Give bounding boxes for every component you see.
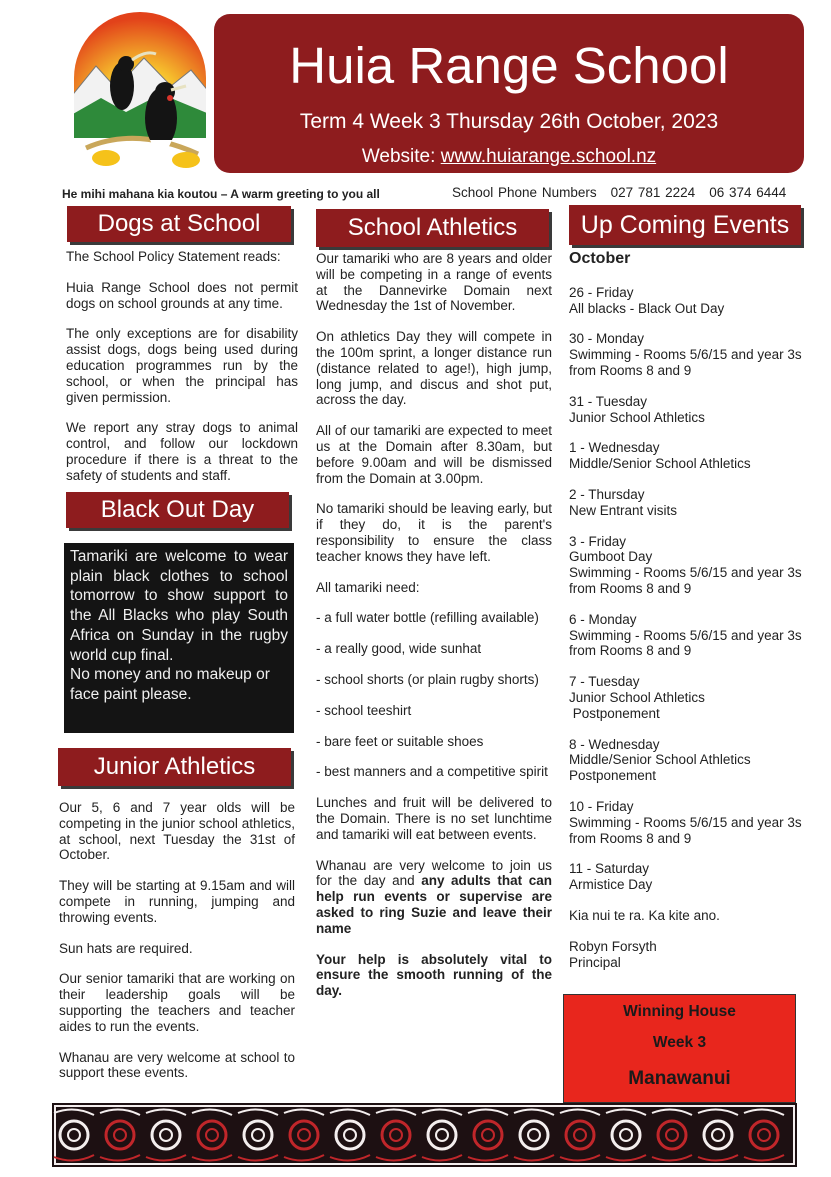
kowhaiwhai-border: [52, 1103, 797, 1167]
junior-section: [59, 800, 295, 1096]
event-desc: Middle/Senior School Athletics: [569, 752, 751, 768]
phone-2: 06 374 6444: [709, 185, 787, 200]
term-line: Term 4 Week 3 Thursday 26th October, 2023: [299, 110, 719, 133]
blackout-p2: No money and no makeup or face paint please.: [70, 666, 270, 703]
dogs-heading: Dogs at School: [67, 206, 291, 242]
need-item: - a really good, wide sunhat: [316, 641, 482, 657]
principal-role: Principal: [569, 954, 621, 970]
header-banner: [214, 14, 804, 173]
winning-week: Week 3: [652, 1034, 707, 1051]
event-desc-2: Postponement: [569, 768, 657, 784]
event-item: [569, 394, 804, 426]
need-item: - school shorts (or plain rugby shorts): [316, 671, 539, 687]
need-item: - school teeshirt: [316, 702, 412, 718]
event-desc: New Entrant visits: [569, 502, 678, 518]
athletics-p6-plain: Whanau are very welcome to join us for the day and: [316, 857, 552, 889]
event-item: [569, 674, 804, 721]
event-desc: Junior School Athletics: [569, 409, 705, 425]
event-desc: Armistice Day: [569, 877, 653, 893]
event-desc: Swimming - Rooms 5/6/15 and year 3s from Rooms 8 and 9: [569, 627, 802, 659]
event-item: [569, 487, 804, 519]
greeting: He mihi mahana kia koutou – A warm greeting to you all: [62, 187, 380, 201]
events-heading: Up Coming Events: [569, 205, 801, 245]
athletics-p6: [316, 858, 552, 937]
signoff: Kia nui te ra. Ka kite ano.: [569, 907, 720, 923]
events-month: October: [569, 250, 631, 267]
phone-numbers: [452, 185, 786, 200]
athletics-p4: No tamariki should be leaving early, but if they do, it is the parent's responsibility to ensure the class teacher knows they have left.: [316, 501, 552, 564]
blackout-box: [64, 543, 294, 733]
event-date: 10 - Friday: [569, 798, 634, 814]
event-date: 8 - Wednesday: [569, 736, 660, 752]
junior-p1: Our 5, 6 and 7 year olds will be competing in the junior school athletics, at school, next Tuesday the 31st of October.: [59, 800, 295, 863]
winning-house-box: [563, 994, 796, 1103]
winning-title: Winning House: [623, 1003, 736, 1020]
dogs-p3: The only exceptions are for disability assist dogs, dogs being used during education programmes run by the school, or when the principal has given permission.: [66, 326, 298, 405]
event-item: [569, 534, 804, 597]
junior-p4: Our senior tamariki that are working on their leadership goals will be supporting the teachers and teacher aides to run the events.: [59, 971, 295, 1034]
event-date: 3 - Friday: [569, 533, 627, 549]
athletics-p2: On athletics Day they will compete in the 100m sprint, a longer distance run (distance related to age!), high jump, long jump, and discus and shot put, across the day.: [316, 329, 552, 408]
school-logo: [66, 8, 214, 180]
event-desc-2: Postponement: [569, 705, 660, 721]
athletics-section: [316, 251, 552, 1014]
event-desc: All blacks - Black Out Day: [569, 300, 725, 316]
athletics-p6-bold: any adults that can help run events or supervise are asked to ring Suzie and leave their name: [316, 873, 552, 936]
event-desc: Swimming - Rooms 5/6/15 and year 3s from Rooms 8 and 9: [569, 347, 802, 378]
dogs-p4: We report any stray dogs to animal control, and follow our lockdown procedure if there is a threat to the safety of students and staff.: [66, 420, 298, 483]
school-name: Huia Range School: [289, 37, 729, 94]
need-item: - bare feet or suitable shoes: [316, 733, 484, 749]
website-link[interactable]: www.huiarange.school.nz: [440, 146, 657, 167]
event-date: 2 - Thursday: [569, 486, 645, 502]
phone-1: 027 781 2224: [610, 185, 696, 200]
athletics-heading: School Athletics: [316, 209, 549, 247]
blackout-p1: Tamariki are welcome to wear plain black clothes to school tomorrow to show support to the All Blacks who play South Africa on Sunday in the rugby world cup final.: [70, 548, 288, 664]
winning-house-name: Manawanui: [628, 1068, 731, 1089]
athletics-p5: Lunches and fruit will be delivered to the Domain. There is no set lunchtime and tamariki will eat between events.: [316, 795, 552, 842]
website-line: [214, 146, 804, 168]
event-item: [569, 861, 804, 893]
event-desc: Middle/Senior School Athletics: [569, 456, 751, 472]
event-item: [569, 612, 804, 659]
event-item: [569, 737, 804, 784]
event-desc-2: Swimming - Rooms 5/6/15 and year 3s from Rooms 8 and 9: [569, 565, 802, 596]
event-date: 31 - Tuesday: [569, 393, 648, 409]
phone-label: School Phone Numbers: [452, 185, 597, 200]
event-date: 7 - Tuesday: [569, 674, 640, 690]
event-date: 1 - Wednesday: [569, 440, 660, 456]
event-date: 6 - Monday: [569, 611, 637, 627]
event-desc: Gumboot Day: [569, 549, 653, 565]
athletics-p7: Your help is absolutely vital to ensure the smooth running of the day.: [316, 951, 552, 999]
needs-intro: All tamariki need:: [316, 579, 420, 595]
junior-p3: Sun hats are required.: [59, 940, 193, 956]
blackout-heading: Black Out Day: [66, 492, 289, 528]
website-label: Website:: [361, 146, 441, 167]
dogs-section: [66, 249, 298, 499]
event-desc: Junior School Athletics: [569, 689, 705, 705]
event-item: [569, 285, 804, 317]
event-date: 26 - Friday: [569, 284, 634, 300]
dogs-p2: Huia Range School does not permit dogs on school grounds at any time.: [66, 279, 298, 311]
events-list: [569, 251, 804, 970]
event-date: 11 - Saturday: [569, 861, 650, 877]
athletics-p3: All of our tamariki are expected to meet us at the Domain after 8.30am, but before 9.00am and will be dismissed from the Domain at 3.00pm.: [316, 423, 552, 486]
event-item: [569, 440, 804, 472]
junior-heading: Junior Athletics: [58, 748, 291, 786]
event-date: 30 - Monday: [569, 331, 645, 347]
need-item: - a full water bottle (refilling available): [316, 610, 539, 626]
athletics-p1: Our tamariki who are 8 years and older will be competing in a range of events at the Dannevirke Domain next Wednesday the 1st of November.: [316, 251, 552, 314]
dogs-p1: The School Policy Statement reads:: [66, 249, 281, 264]
principal-name: Robyn Forsyth: [569, 938, 657, 954]
event-desc: Swimming - Rooms 5/6/15 and year 3s from Rooms 8 and 9: [569, 814, 802, 846]
event-item: [569, 331, 804, 378]
event-item: [569, 799, 804, 846]
junior-p2: They will be starting at 9.15am and will compete in running, jumping and throwing events.: [59, 878, 295, 925]
junior-p5: Whanau are very welcome at school to support these events.: [59, 1049, 295, 1081]
need-item: - best manners and a competitive spirit: [316, 764, 548, 780]
